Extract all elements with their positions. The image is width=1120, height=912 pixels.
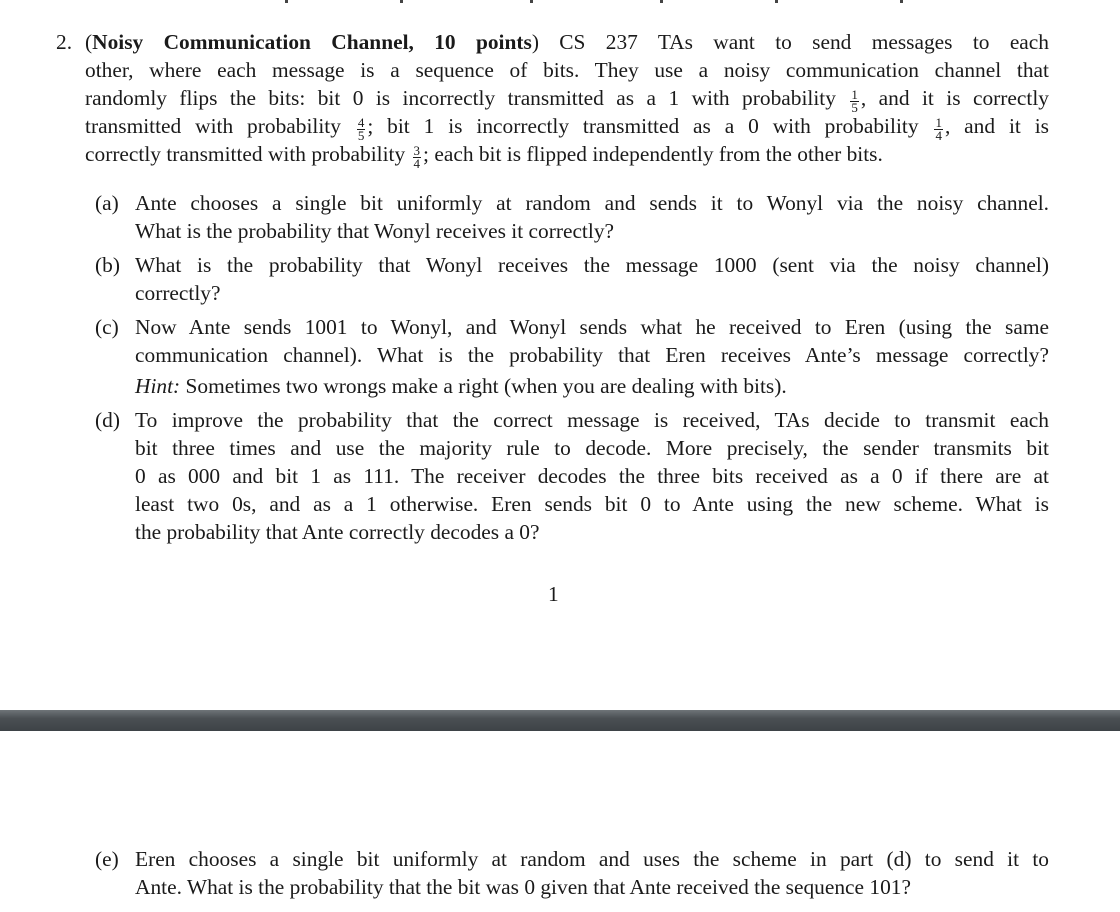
part-c-label: (c) [95,315,119,339]
part-c-line-2: communication channel). What is the probability that Eren receives Ante’s message correctly? [135,343,1049,367]
part-a-label: (a) [95,191,119,215]
part-a-line-1: Ante chooses a single bit uniformly at random and sends it to Wonyl via the noisy channel. [135,191,1049,215]
fraction-one-fifth: $\frac{1}{5}$ [851,87,858,115]
part-e-line-2: Ante. What is the probability that the bit was 0 given that Ante received the sequence 101? [135,875,911,899]
fraction-three-quarters: $\frac{3}{4}$ [413,143,421,171]
part-e-label: (e) [95,847,119,871]
problem-line-1: (Noisy Communication Channel, 10 points) CS 237 TAs want to send messages to each [85,30,1049,54]
page-number: 1 [548,582,559,606]
fraction-one-quarter: $\frac{1}{4}$ [935,115,942,143]
fraction-four-fifths: $\frac{4}{5}$ [357,115,365,143]
document-page-2 [0,731,1120,912]
part-c-line-1: Now Ante sends 1001 to Wonyl, and Wonyl sends what he received to Eren (using the same [135,315,1049,339]
part-c-hint: Hint: Sometimes two wrongs make a right (when you are dealing with bits). [135,374,787,398]
part-b-line-2: correctly? [135,281,221,305]
problem-title: Noisy Communication Channel, 10 points [92,30,532,54]
page-separator [0,710,1120,731]
part-b-label: (b) [95,253,120,277]
part-d-line-3: 0 as 000 and bit 1 as 111. The receiver decodes the three bits received as a 0 if there are at [135,464,1049,488]
problem-line-4: transmitted with probability $\frac{4}{5}$ ; bit 1 is incorrectly transmitted as a 0 with probability $\frac{1}{4}$ , and it is [85,114,1050,143]
part-a-line-2: What is the probability that Wonyl receives it correctly? [135,219,615,243]
part-e-line-1: Eren chooses a single bit uniformly at random and uses the scheme in part (d) to send it to [135,847,1049,871]
problem-line-3: randomly flips the bits: bit 0 is incorrectly transmitted as a 1 with probability $\frac{1}{5}$ , and it is correctly [85,86,1049,115]
problem-number: 2. [56,30,73,54]
part-d-line-2: bit three times and use the majority rule to decode. More precisely, the sender transmits bit [135,436,1049,460]
part-d-line-4: least two 0s, and as a 1 otherwise. Eren sends bit 0 to Ante using the new scheme. What is [135,492,1049,516]
part-d-label: (d) [95,408,120,432]
previous-page-edge [0,0,1120,6]
problem-line-5: correctly transmitted with probability $\frac{3}{4}$ ; each bit is flipped independently from the other bits. [85,142,883,171]
problem-line-2: other, where each message is a sequence of bits. They use a noisy communication channel that [85,58,1049,82]
part-b-line-1: What is the probability that Wonyl receives the message 1000 (sent via the noisy channel) [135,253,1049,277]
part-d-line-5: the probability that Ante correctly decodes a 0? [135,520,540,544]
part-d-line-1: To improve the probability that the correct message is received, TAs decide to transmit each [135,408,1049,432]
hint-label: Hint: [135,374,181,398]
